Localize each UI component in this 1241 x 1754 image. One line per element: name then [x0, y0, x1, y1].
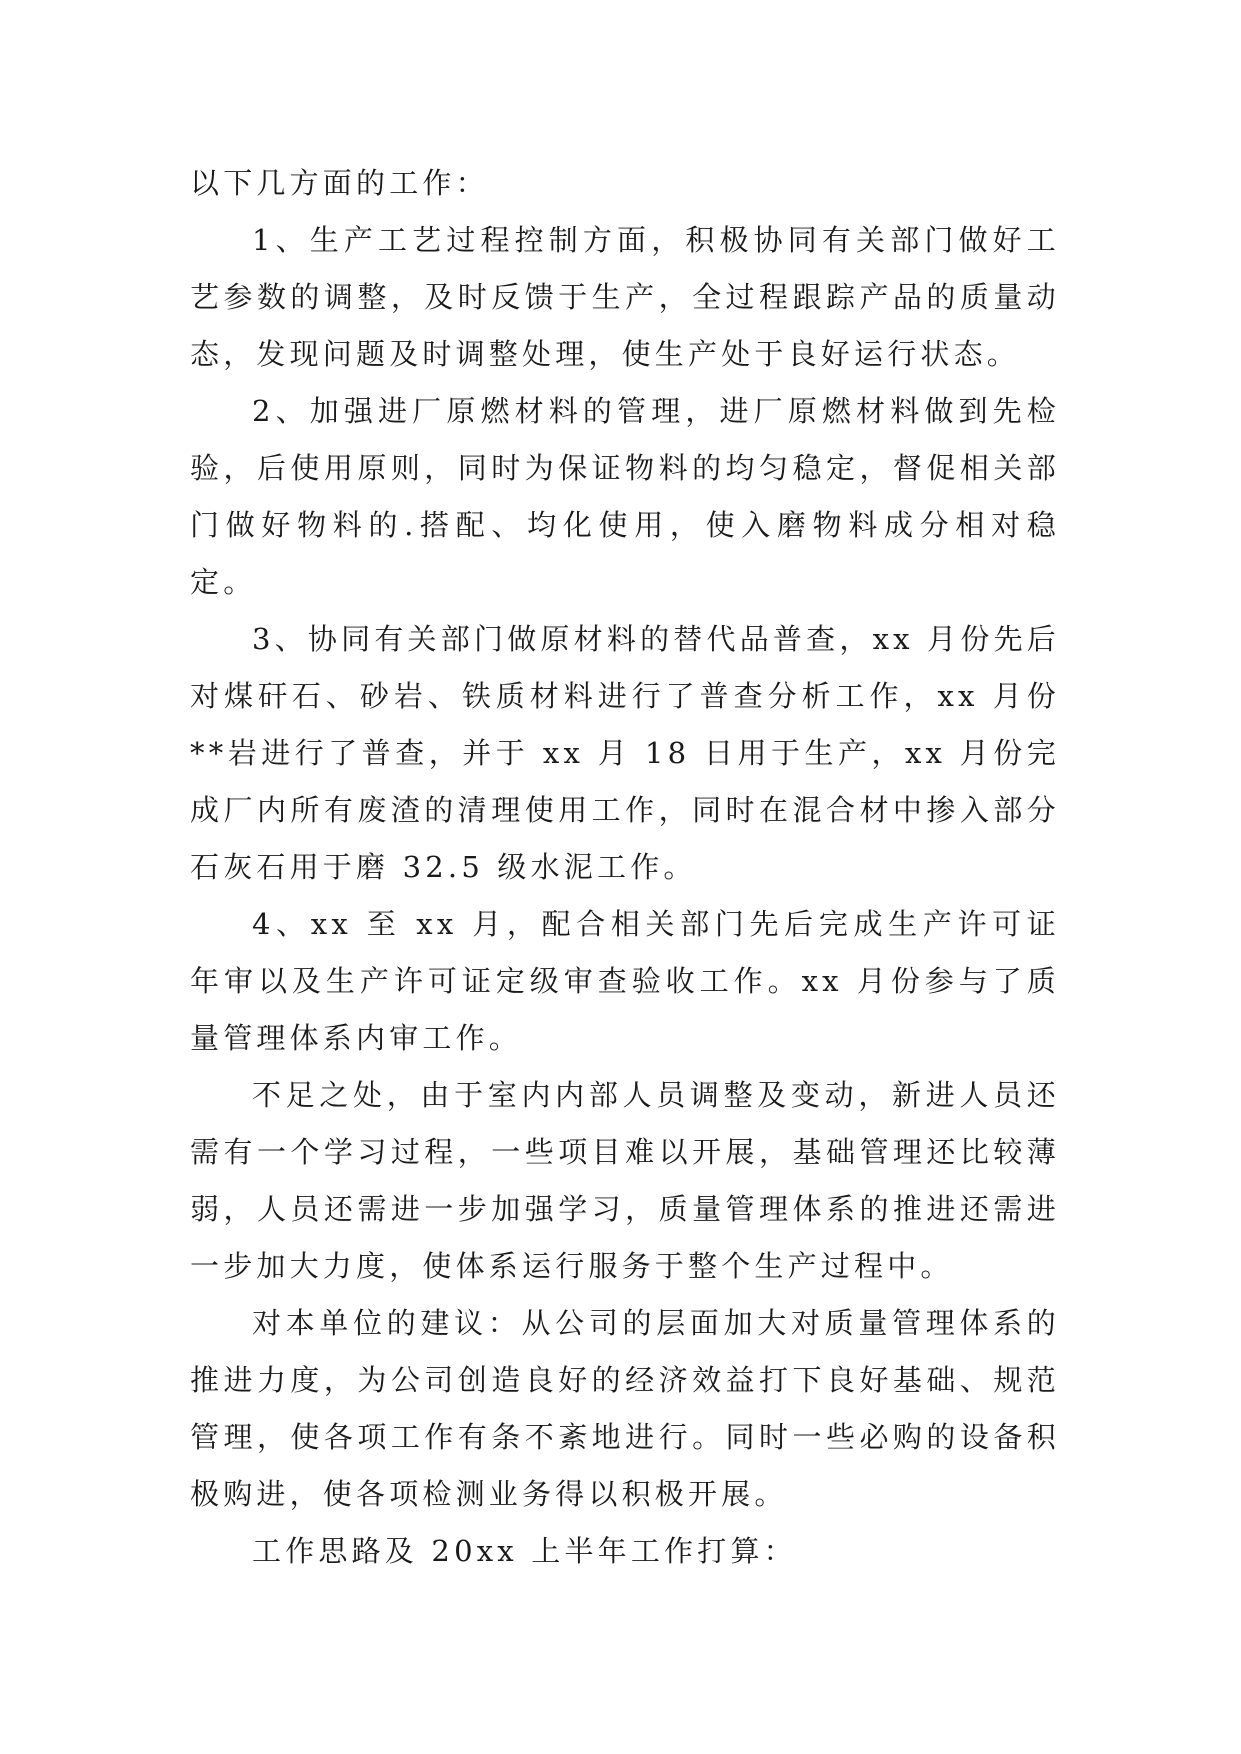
document-body	[190, 155, 1060, 1580]
paragraph-shortcomings: 不足之处，由于室内内部人员调整及变动，新进人员还需有一个学习过程，一些项目难以开展，基础管理还比较薄弱，人员还需进一步加强学习，质量管理体系的推进还需进一步加大力度，使体系运行服务于整个生产过程中。	[190, 1078, 1060, 1283]
paragraph-continuation: 以下几方面的工作：	[190, 166, 489, 200]
paragraph-plan-heading: 工作思路及 20xx 上半年工作打算：	[252, 1534, 797, 1568]
paragraph-suggestions: 对本单位的建议：从公司的层面加大对质量管理体系的推进力度，为公司创造良好的经济效益打下良好基础、规范管理，使各项工作有条不紊地进行。同时一些必购的设备积极购进，使各项检测业务得以积极开展。	[190, 1306, 1060, 1511]
paragraph-item-3: 3、协同有关部门做原材料的替代品普查，xx 月份先后对煤矸石、砂岩、铁质材料进行了普查分析工作，xx 月份**岩进行了普查，并于 xx 月 18 日用于生产，xx 月份完成厂内所有废渣的清理使用工作，同时在混合材中掺入部分石灰石用于磨 32.5 级水泥工作。	[190, 622, 1060, 884]
paragraph-item-2: 2、加强进厂原燃材料的管理，进厂原燃材料做到先检验，后使用原则，同时为保证物料的均匀稳定，督促相关部门做好物料的.搭配、均化使用，使入磨物料成分相对稳定。	[190, 394, 1060, 599]
paragraph-item-1: 1、生产工艺过程控制方面，积极协同有关部门做好工艺参数的调整，及时反馈于生产，全过程跟踪产品的质量动态，发现问题及时调整处理，使生产处于良好运行状态。	[190, 223, 1060, 371]
paragraph-item-4: 4、xx 至 xx 月，配合相关部门先后完成生产许可证年审以及生产许可证定级审查验收工作。xx 月份参与了质量管理体系内审工作。	[190, 907, 1060, 1055]
